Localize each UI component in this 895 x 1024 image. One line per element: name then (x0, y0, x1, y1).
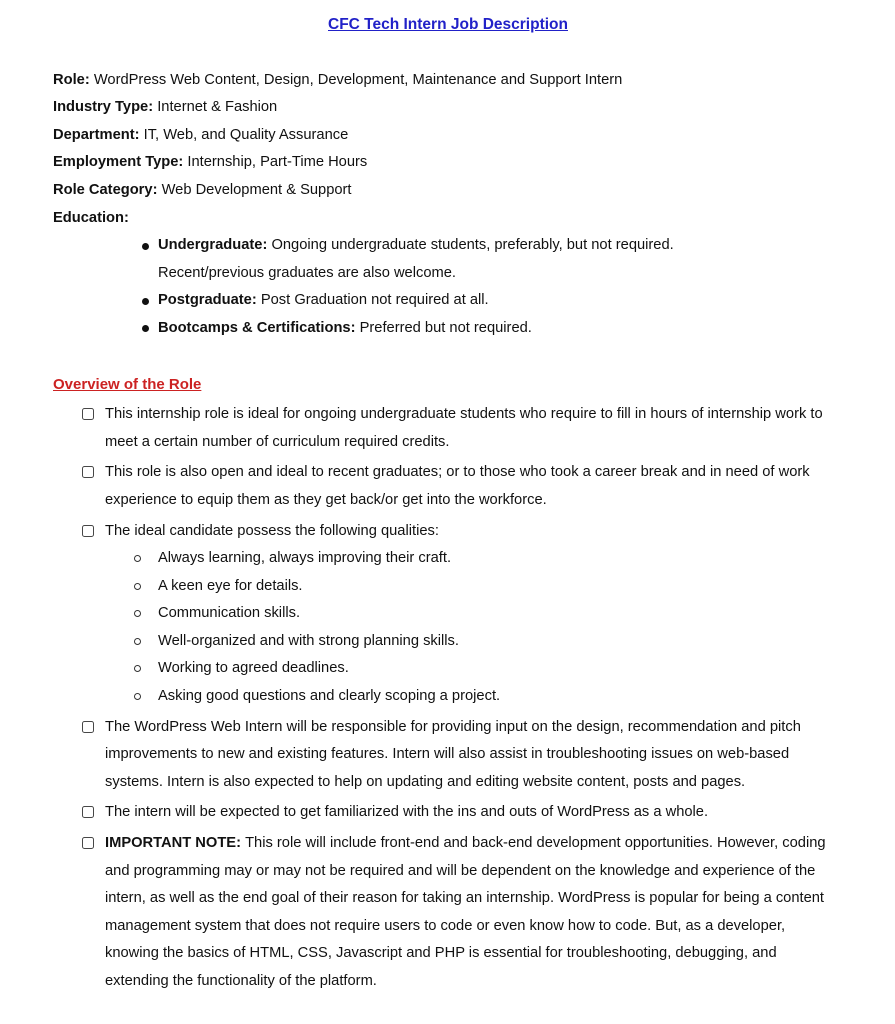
meta-label: Role: (53, 71, 90, 88)
circle-bullet-icon (134, 693, 141, 700)
circle-bullet-icon (134, 583, 141, 590)
meta-value: IT, Web, and Quality Assurance (143, 126, 349, 143)
education-label: Undergraduate: (158, 237, 268, 254)
education-item-undergraduate (53, 232, 683, 287)
document-title[interactable]: CFC Tech Intern Job Description (328, 16, 568, 33)
quality-text: A keen eye for details. (158, 577, 303, 594)
quality-text: Asking good questions and clearly scoping a project. (158, 688, 501, 705)
checklist-item-important-note (53, 830, 843, 996)
checklist-item-recent-graduates (53, 459, 843, 514)
checklist-item-text (105, 401, 843, 456)
checklist-item-label: IMPORTANT NOTE: (105, 835, 241, 852)
qualities-list (105, 545, 843, 711)
meta-row-role-category (53, 177, 843, 205)
checklist-item-responsibilities (53, 714, 843, 797)
meta-label: Employment Type: (53, 154, 184, 171)
education-item-bootcamps (53, 315, 683, 343)
education-label: Bootcamps & Certifications: (158, 319, 356, 336)
meta-row-role (53, 67, 843, 95)
disc-bullet-icon (142, 243, 149, 250)
overview-heading: Overview of the Role (53, 375, 202, 393)
checklist-item-body: This role is also open and ideal to recent graduates; or to those who took a career break and in need of work experience to equip them as they get back/or get into the workforce. (105, 464, 810, 508)
checklist-item-text (105, 799, 843, 827)
checkbox-unchecked-icon[interactable] (82, 806, 94, 818)
meta-label: Education: (53, 209, 129, 226)
quality-text: Always learning, always improving their craft. (158, 550, 452, 567)
disc-bullet-icon (142, 325, 149, 332)
checklist-item-body: The intern will be expected to get familiarized with the ins and outs of WordPress as a whole. (105, 804, 709, 821)
quality-text: Well-organized and with strong planning skills. (158, 632, 459, 649)
meta-value: WordPress Web Content, Design, Development, Maintenance and Support Intern (93, 71, 623, 88)
meta-value: Internship, Part-Time Hours (187, 154, 368, 171)
overview-checklist (53, 401, 843, 995)
meta-row-employment-type (53, 149, 843, 177)
checklist-item-candidate-qualities (53, 518, 843, 711)
circle-bullet-icon (134, 665, 141, 672)
meta-value: Web Development & Support (161, 181, 352, 198)
disc-bullet-icon (142, 298, 149, 305)
checkbox-unchecked-icon[interactable] (82, 721, 94, 733)
checklist-item-body: This role will include front-end and back-end development opportunities. However, coding and programming may or may not be required and will be dependent on the knowledge and experience of the intern, as well as the end goal of their reason for taking an internship. WordPress is popular for being a content management system that does not require users to code or even know how to code. But, as a developer, knowing the basics of HTML, CSS, Javascript and PHP is essential for troubleshooting, debugging, and extending the functionality of the platform. (105, 835, 826, 989)
meta-row-industry-type (53, 94, 843, 122)
quality-item (105, 545, 843, 573)
meta-label: Department: (53, 126, 140, 143)
quality-text: Working to agreed deadlines. (158, 660, 349, 677)
circle-bullet-icon (134, 638, 141, 645)
meta-row-education (53, 205, 843, 233)
quality-item (105, 655, 843, 683)
checklist-item-body: This internship role is ideal for ongoing undergraduate students who require to fill in hours of internship work to meet a certain number of curriculum required credits. (105, 406, 823, 450)
checklist-item-text (105, 714, 843, 797)
meta-label: Role Category: (53, 181, 158, 198)
education-label: Postgraduate: (158, 292, 257, 309)
checklist-item-text (105, 830, 843, 996)
meta-section (53, 67, 843, 233)
education-item-postgraduate (53, 287, 683, 315)
education-value: Ongoing undergraduate students, preferably, but not required. Recent/previous graduates are also welcome. (158, 237, 674, 281)
quality-text: Communication skills. (158, 605, 301, 622)
quality-item (105, 573, 843, 601)
checkbox-unchecked-icon[interactable] (82, 525, 94, 537)
meta-row-department (53, 122, 843, 150)
checkbox-unchecked-icon[interactable] (82, 837, 94, 849)
checklist-item-text (105, 459, 843, 514)
checklist-item-body: The WordPress Web Intern will be responsible for providing input on the design, recommendation and pitch improvements to new and existing features. Intern will also assist in troubleshooting issues on web-based systems. Intern is also expected to help on updating and editing website content, posts and pages. (105, 718, 801, 790)
checklist-item-body: The ideal candidate possess the following qualities: (105, 522, 439, 539)
quality-item (105, 600, 843, 628)
checklist-item-text (105, 518, 843, 711)
circle-bullet-icon (134, 610, 141, 617)
checklist-item-wordpress-familiarity (53, 799, 843, 827)
meta-value: Internet & Fashion (157, 99, 278, 116)
education-value: Preferred but not required. (359, 319, 532, 336)
checkbox-unchecked-icon[interactable] (82, 466, 94, 478)
education-value: Post Graduation not required at all. (260, 292, 489, 309)
quality-item (105, 683, 843, 711)
quality-item (105, 628, 843, 656)
education-list (53, 232, 843, 342)
circle-bullet-icon (134, 555, 141, 562)
checklist-item-internship-credits (53, 401, 843, 456)
checkbox-unchecked-icon[interactable] (82, 408, 94, 420)
meta-label: Industry Type: (53, 99, 154, 116)
